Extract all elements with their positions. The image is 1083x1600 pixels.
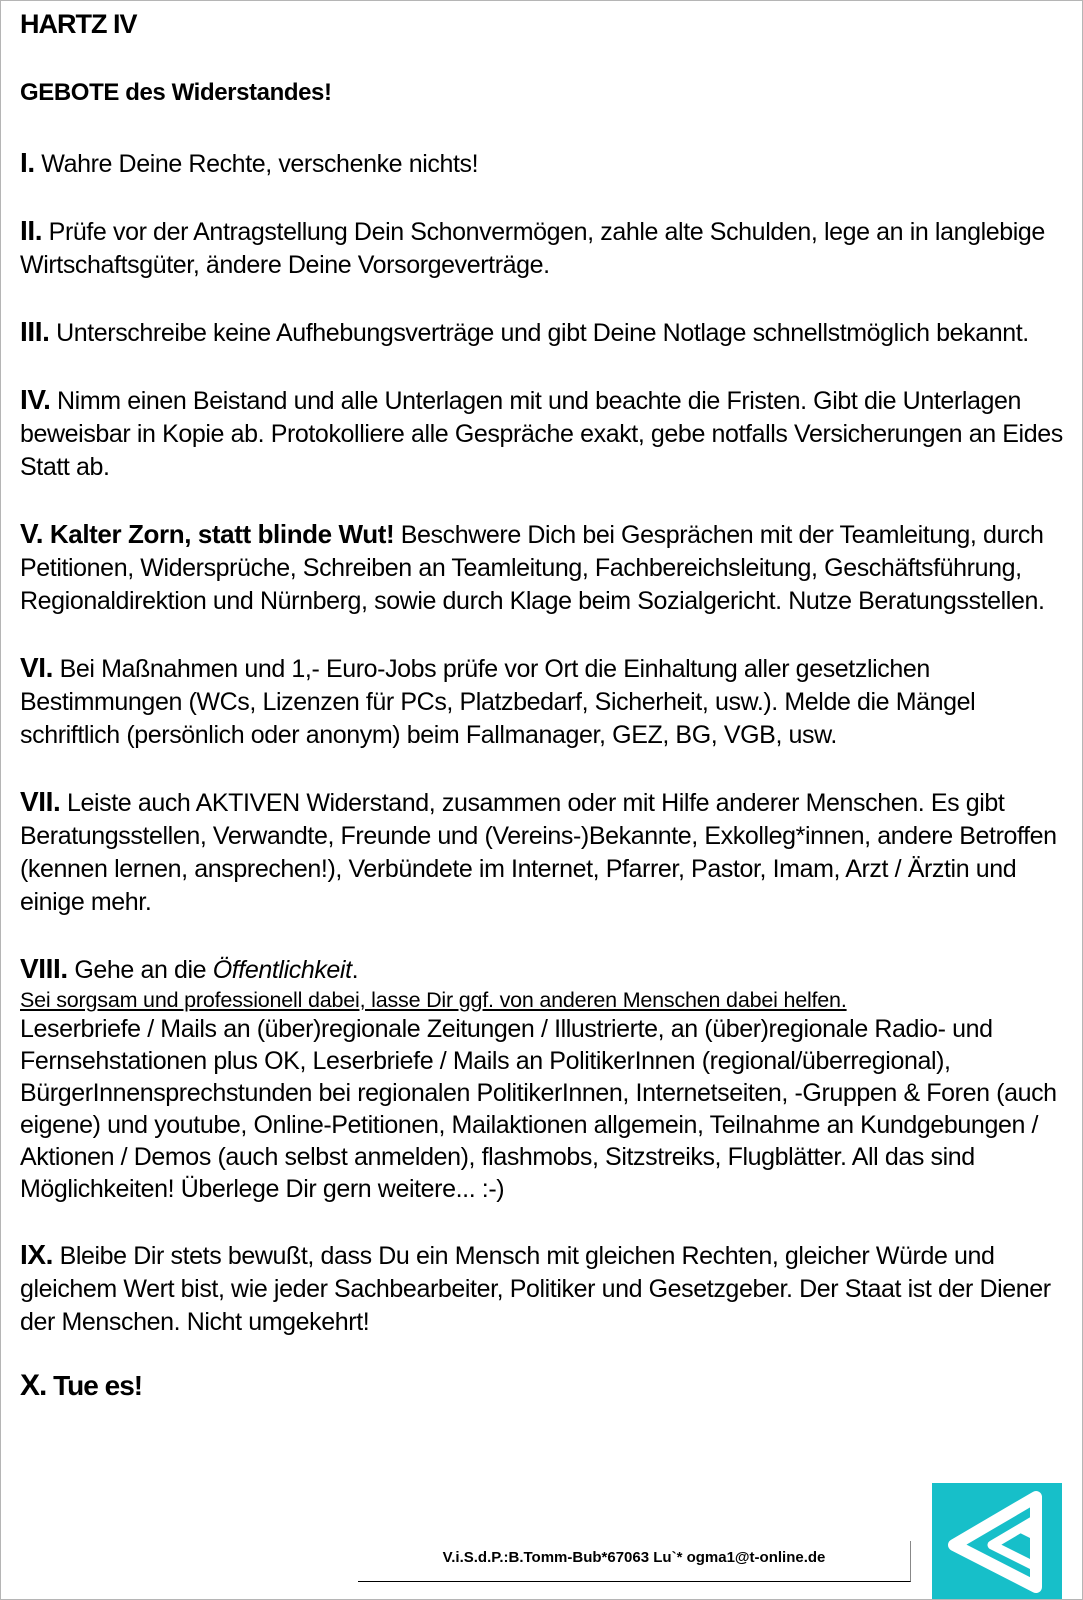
footer-imprint: V.i.S.d.P.:B.Tomm-Bub*67063 Lu`* ogma1@t-online.de — [358, 1541, 911, 1582]
section-italic-text: Öffentlichkeit — [212, 956, 352, 984]
section-text: Tue es! — [46, 1370, 143, 1401]
section-4 — [20, 383, 1078, 484]
section-bold-text: Kalter Zorn, statt blinde Wut! — [43, 519, 395, 549]
section-number: III. — [20, 316, 50, 347]
section-9 — [20, 1238, 1078, 1339]
document-body — [20, 4, 1078, 1404]
section-number: IV. — [20, 384, 51, 415]
section-6 — [20, 651, 1078, 752]
section-underline-text: Sei sorgsam und professionell dabei, lasse Dir ggf. von anderen Menschen dabei helfen. — [20, 988, 847, 1012]
section-number: X. — [20, 1369, 47, 1402]
document-subtitle: GEBOTE des Widerstandes! — [20, 79, 332, 106]
section-number: V. — [20, 518, 44, 549]
document-title: HARTZ IV — [20, 9, 137, 39]
section-text-after: . — [351, 956, 359, 984]
section-number: I. — [20, 147, 35, 178]
section-text: Leiste auch AKTIVEN Widerstand, zusammen oder mit Hilfe anderer Menschen. Es gibt Beratungsstellen, Verwandte, Freunde und (Vereins-)Bekannte, Exkolleg*innen, andere Betroffen (kennen lernen, ansprechen!), Verbündete im Internet, Pfarrer, Pastor, Imam, Arzt / Ärztin und einige mehr. — [20, 789, 1057, 916]
arrow-triangle-logo-icon — [932, 1483, 1062, 1599]
section-text: Beschwere Dich bei Gesprächen mit der Teamleitung, durch Petitionen, Widersprüche, Schreiben an Teamleitung, Fachbereichsleitung, Geschäftsführung, Regionaldirektion und Nürnberg, sowie durch Klage beim Sozialgericht. Nutze Beratungsstellen. — [20, 521, 1045, 615]
section-text: Unterschreibe keine Aufhebungsverträge und gibt Deine Notlage schnellstmöglich bekannt. — [49, 319, 1029, 347]
section-text: Wahre Deine Rechte, verschenke nichts! — [34, 150, 479, 178]
section-8-heading — [20, 952, 1078, 987]
section-number: II. — [20, 215, 43, 246]
section-text: Nimm einen Beistand und alle Unterlagen mit und beachte die Fristen. Gibt die Unterlagen beweisbar in Kopie ab. Protokolliere alle Gespräche exakt, gebe notfalls Versicherungen an Eides Statt ab. — [20, 387, 1063, 481]
section-2 — [20, 214, 1078, 282]
section-7 — [20, 785, 1078, 919]
section-5 — [20, 517, 1078, 618]
section-text: Bleibe Dir stets bewußt, dass Du ein Mensch mit gleichen Rechten, gleicher Würde und gleichem Wert bist, wie jeder Sachbearbeiter, Politiker und Gesetzgeber. Der Staat ist der Diener der Menschen. Nicht umgekehrt! — [20, 1242, 1051, 1336]
section-text: Bei Maßnahmen und 1,- Euro-Jobs prüfe vor Ort die Einhaltung aller gesetzlichen Bestimmungen (WCs, Lizenzen für PCs, Platzbedarf, Sicherheit, usw.). Melde die Mängel schriftlich (persönlich oder anonym) beim Fallmanager, GEZ, BG, VGB, usw. — [20, 655, 976, 749]
section-number: VII. — [20, 786, 61, 817]
section-number: IX. — [20, 1239, 54, 1270]
section-text: Prüfe vor der Antragstellung Dein Schonvermögen, zahle alte Schulden, lege an in langlebige Wirtschaftsgüter, ändere Deine Vorsorgeverträge. — [20, 218, 1045, 279]
section-number: VI. — [20, 652, 54, 683]
section-text: Gehe an die — [67, 956, 213, 984]
section-1 — [20, 146, 1078, 181]
section-10 — [20, 1369, 1078, 1404]
section-body-text: Leserbriefe / Mails an (über)regionale Zeitungen / Illustrierte, an (über)regionale Radio- und Fernsehstationen plus OK, Leserbriefe / Mails an PolitikerInnen (regional/überregional), BürgerInnensprechstunden bei regionalen PolitikerInnen, Internetseiten, -Gruppen & Foren (auch eigene) und youtube, Online-Petitionen, Mailaktionen allgemein, Teilnahme an Kundgebungen / Aktionen / Demos (auch selbst anmelden), flashmobs, Sitzstreiks, Flugblätter. All das sind Möglichkeiten! Überlege Dir gern weitere... :-) — [20, 1015, 1057, 1203]
logo — [932, 1483, 1062, 1599]
section-8 — [20, 952, 1078, 1205]
section-3 — [20, 315, 1078, 350]
section-number: VIII. — [20, 953, 68, 984]
